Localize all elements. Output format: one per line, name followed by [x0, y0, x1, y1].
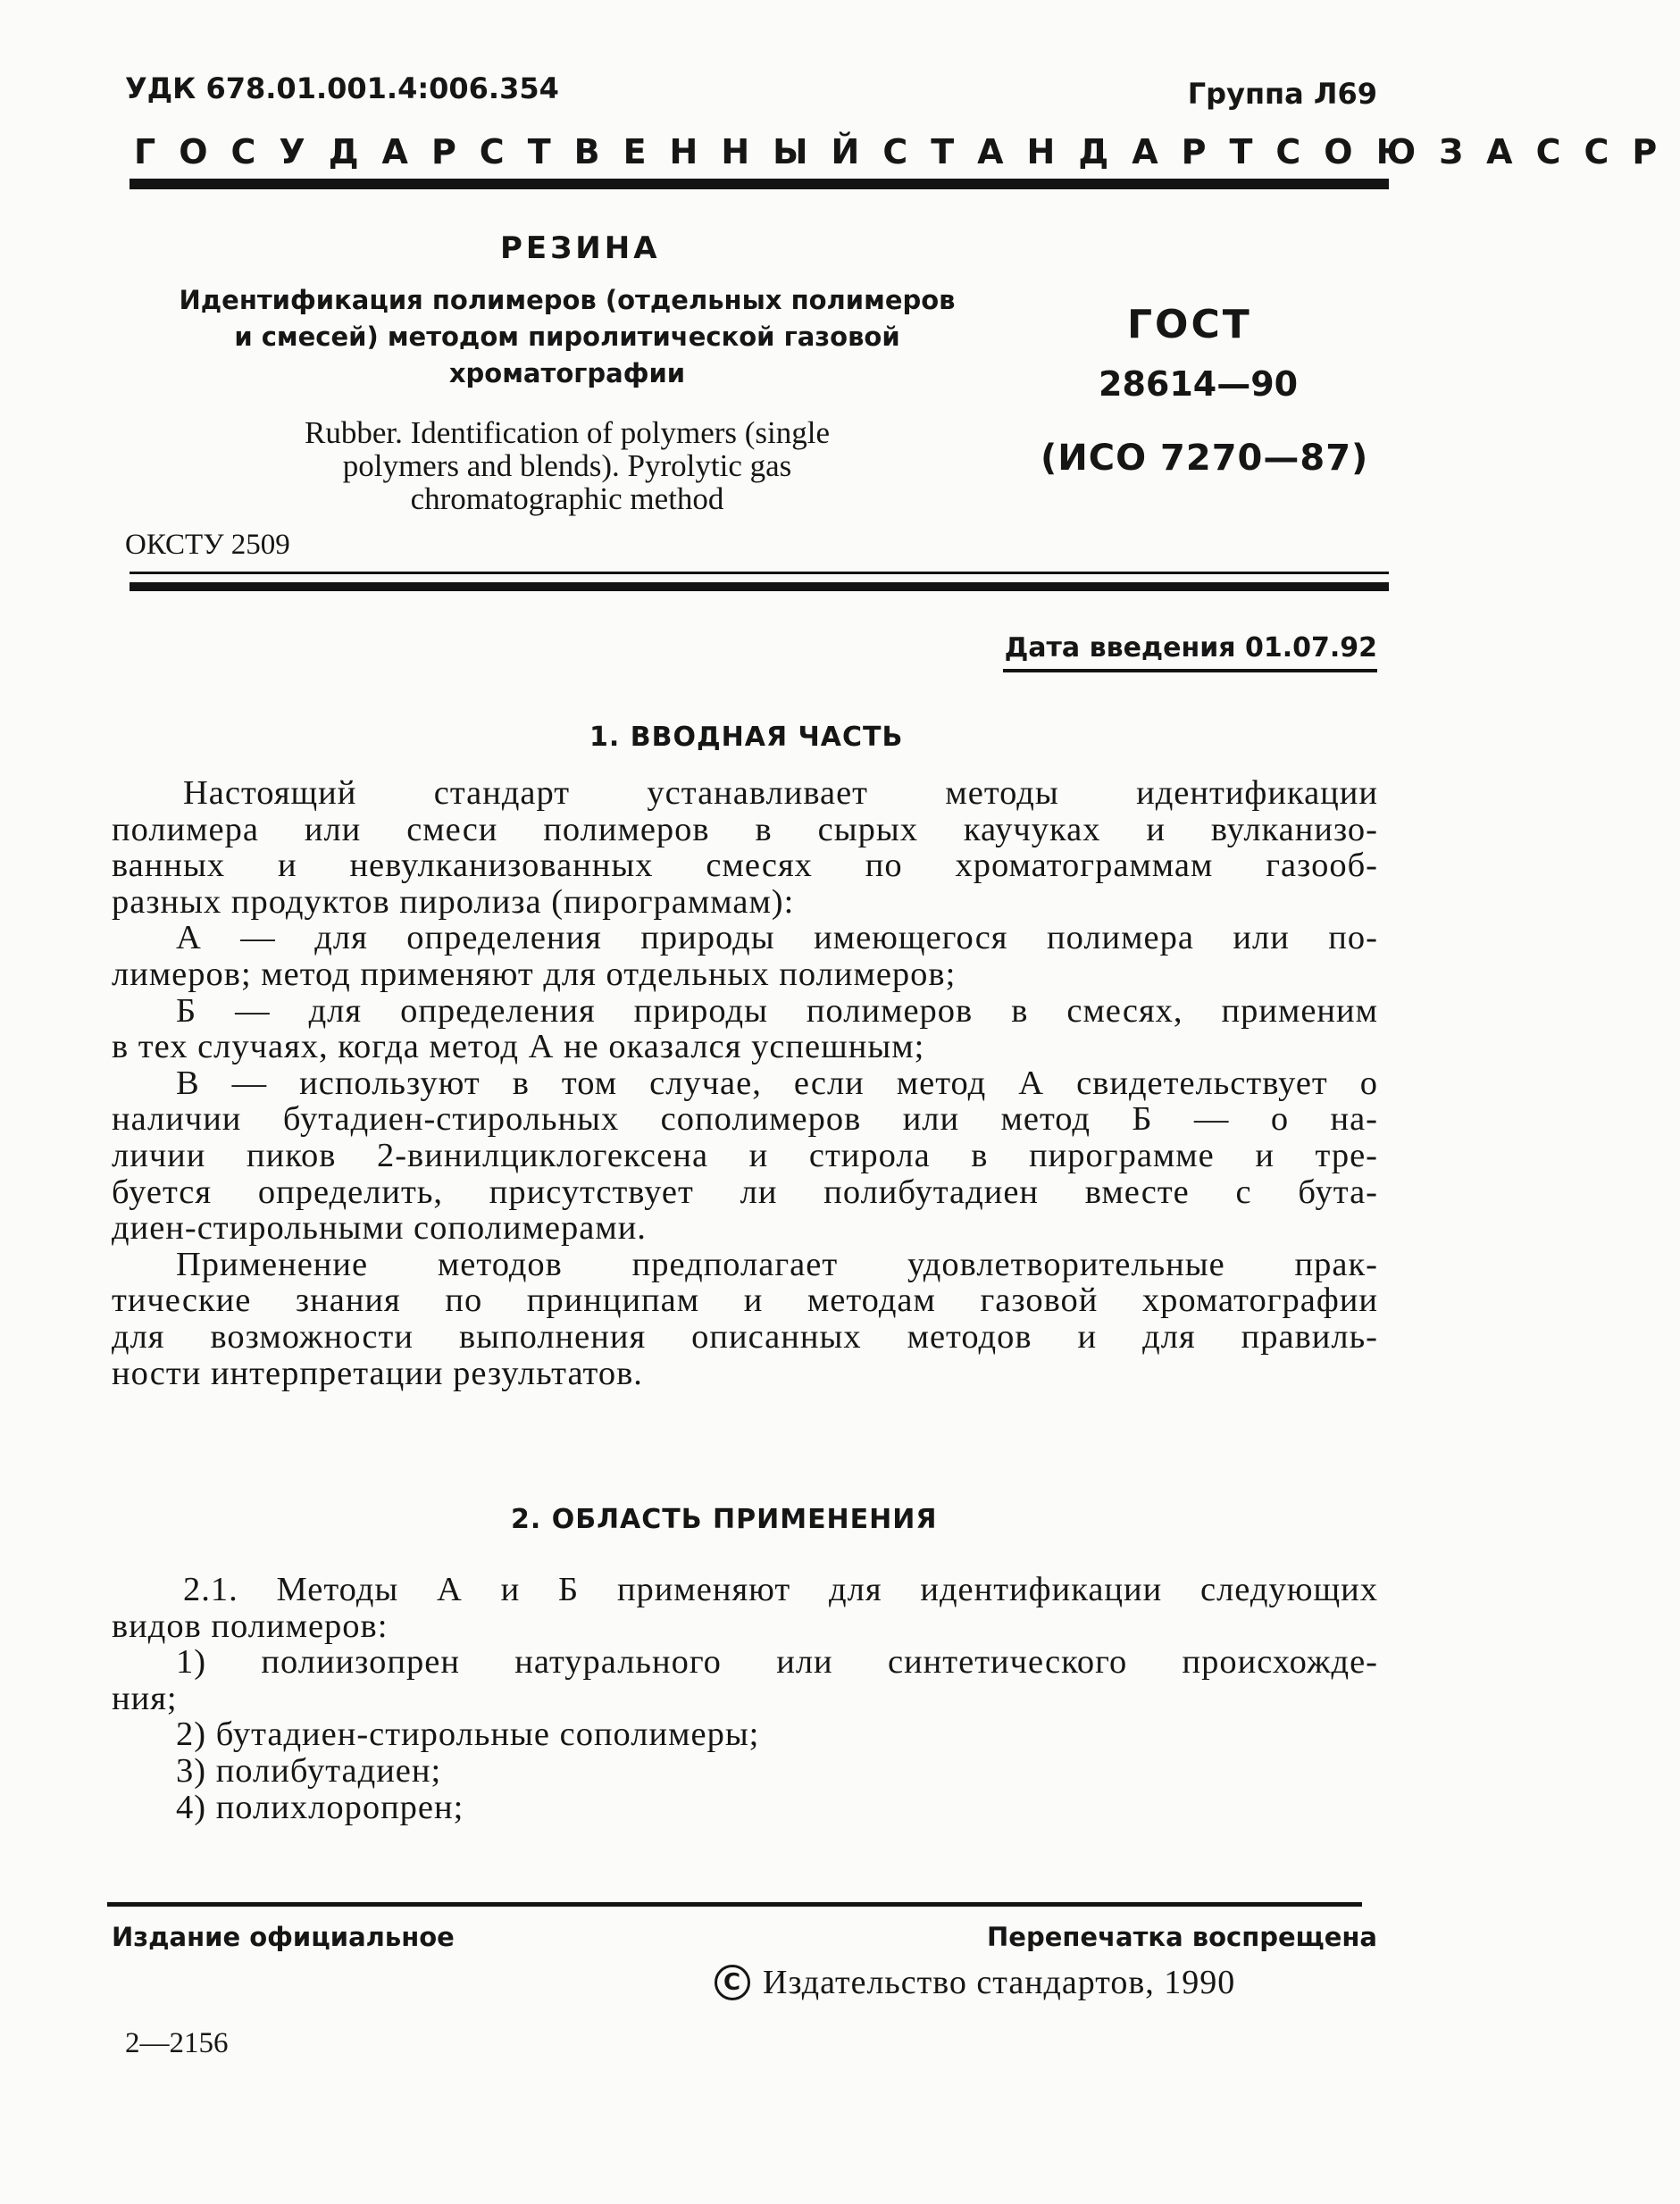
title-russian	[174, 282, 960, 392]
list-item: 3) полибутадиен;	[176, 1751, 442, 1790]
state-standard-word: ССР	[1535, 132, 1680, 171]
header-rule	[130, 179, 1389, 189]
document-title: РЕЗИНА	[500, 230, 661, 266]
state-standard-word: ГОСУДАРСТВЕННЫЙ	[134, 132, 883, 171]
publisher-line	[715, 1963, 1235, 2002]
title-en-line: chromatographic method	[410, 481, 724, 516]
gost-number: 28614—90	[1099, 364, 1299, 404]
introduction-date: Дата введения 01.07.92	[1003, 632, 1377, 672]
text-line: разных продуктов пиролиза (пирограммам):	[112, 882, 795, 921]
text-line: ности интерпретации результатов.	[112, 1354, 643, 1392]
title-en-line: Rubber. Identification of polymers (single	[304, 415, 831, 450]
text-line: А — для определения природы имеющегося полимера или по-	[176, 919, 1378, 957]
state-standard-word: СОЮЗА	[1275, 132, 1536, 171]
state-standard-word: СТАНДАРТ	[882, 132, 1276, 171]
text-line: диен-стирольными сополимерами.	[112, 1209, 647, 1248]
title-en-line: polymers and blends). Pyrolytic gas	[342, 448, 792, 483]
title-ru-line: и смесей) методом пиролитической газовой	[234, 321, 900, 352]
text-line: видов полимеров:	[112, 1607, 389, 1645]
publisher-text: Издательство стандартов, 1990	[763, 1964, 1236, 2001]
title-ru-line: хроматографии	[448, 358, 686, 388]
list-item: ния;	[112, 1679, 178, 1717]
copyright-icon: С	[715, 1965, 750, 2000]
text-line: В — используют в том случае, если метод А свидетельствует о	[176, 1064, 1378, 1102]
iso-reference: (ИСО 7270—87)	[1041, 438, 1369, 479]
group-code: Группа Л69	[1187, 77, 1377, 111]
section-1-body	[112, 775, 1378, 1391]
title-rule	[130, 582, 1389, 591]
section-heading: 1. ВВОДНАЯ ЧАСТЬ	[589, 722, 904, 753]
list-item: 1) полиизопрен натурального или синтетического происхожде-	[176, 1643, 1378, 1682]
edition-note: Издание официальное	[112, 1922, 455, 1952]
text-line: наличии бутадиен-стирольных сополимеров или метод Б — о на-	[112, 1100, 1378, 1139]
footer-rule	[107, 1902, 1362, 1907]
text-line: Настоящий стандарт устанавливает методы идентификации	[183, 774, 1378, 812]
text-line: буется определить, присутствует ли полибутадиен вместе с бута-	[112, 1173, 1378, 1211]
text-line: Б — для определения природы полимеров в смесях, применим	[176, 991, 1378, 1030]
title-english	[223, 416, 911, 515]
text-line: личии пиков 2-винилциклогексена и стирола в пирограмме и тре-	[112, 1136, 1378, 1174]
title-rule-thin	[130, 572, 1389, 574]
okstu-code: ОКСТУ 2509	[125, 529, 290, 561]
text-line: ванных и невулканизованных смесях по хроматограммам газооб-	[112, 847, 1378, 885]
text-line: тические знания по принципам и методам газовой хроматографии	[112, 1281, 1378, 1320]
gost-label: ГОСТ	[1127, 302, 1252, 347]
list-item: 2) бутадиен-стирольные сополимеры;	[176, 1716, 760, 1754]
text-line: полимера или смеси полимеров в сырых каучуках и вулканизо-	[112, 810, 1378, 848]
text-line: лимеров; метод применяют для отдельных полимеров;	[112, 955, 957, 993]
reprint-note: Перепечатка воспрещена	[987, 1922, 1377, 1952]
state-standard-banner	[134, 132, 1680, 171]
text-line: в тех случаях, когда метод А не оказался успешным;	[112, 1028, 925, 1066]
list-item: 4) полихлоропрен;	[176, 1788, 464, 1826]
title-ru-line: Идентификация полимеров (отдельных полимеров	[179, 285, 956, 315]
section-heading: 2. ОБЛАСТЬ ПРИМЕНЕНИЯ	[511, 1504, 938, 1535]
udk-code: УДК 678.01.001.4:006.354	[125, 71, 559, 105]
text-line: для возможности выполнения описанных методов и для правиль-	[112, 1317, 1378, 1356]
print-code: 2—2156	[125, 2027, 229, 2059]
text-line: 2.1. Методы А и Б применяют для идентификации следующих	[183, 1571, 1378, 1608]
text-line: Применение методов предполагает удовлетворительные прак-	[176, 1245, 1378, 1283]
section-2-body	[112, 1572, 1378, 1825]
